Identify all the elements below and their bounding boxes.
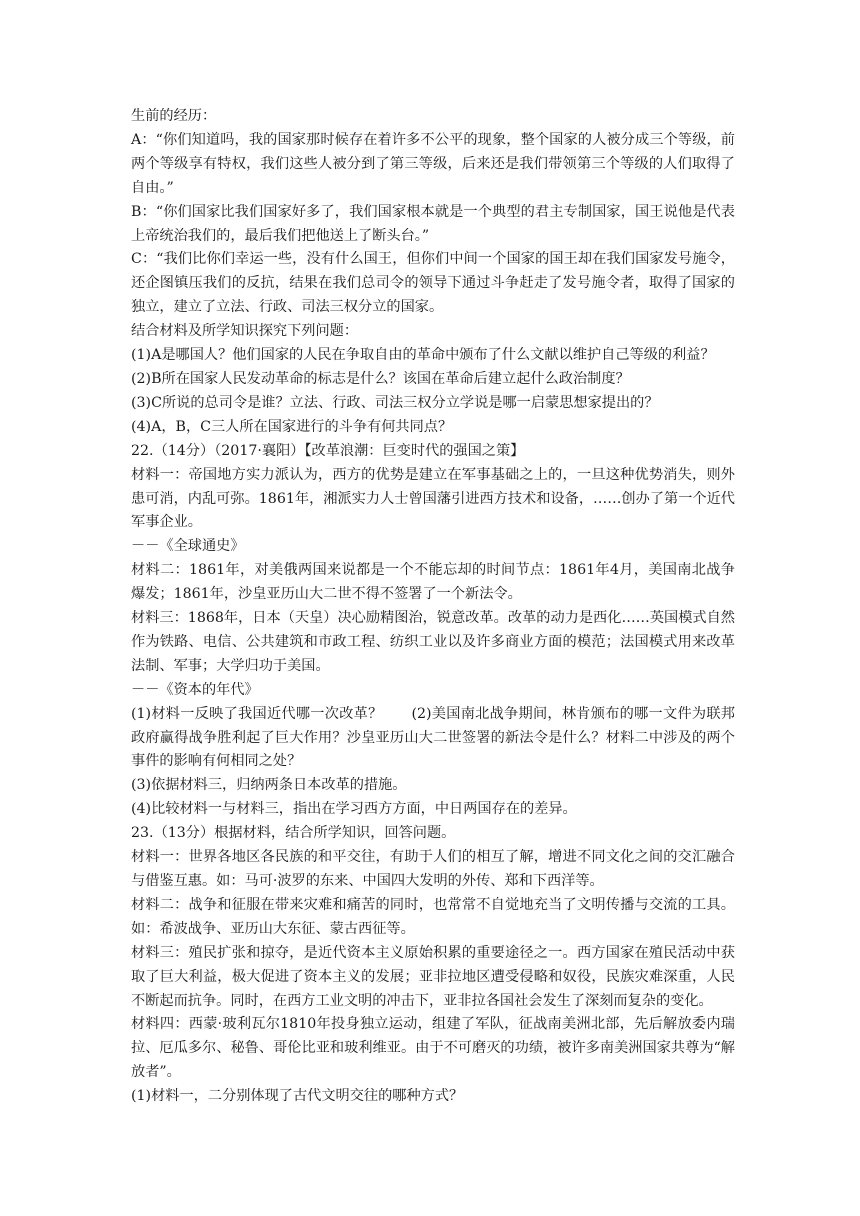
document-body <box>131 105 735 1109</box>
paragraph-speaker-a: A：“你们知道吗，我的国家那时候存在着许多不公平的现象，整个国家的人被分成三个等级，前两个等级享有特权，我们这些人被分到了第三等级，后来还是我们带领第三个等级的人们取得了自由。” <box>131 131 735 196</box>
question-22-source-2: －－《资本的年代》 <box>131 681 259 698</box>
question-23-heading: 23.（13分）根据材料，结合所学知识，回答问题。 <box>131 825 456 842</box>
question-21-2: (2)B所在国家人民发动革命的标志是什么？该国在革命后建立起什么政治制度？ <box>131 370 630 387</box>
question-23-material-3: 材料三：殖民扩张和掠夺，是近代资本主义原始积累的重要途径之一。西方国家在殖民活动中获取了巨大利益，极大促进了资本主义的发展；亚非拉地区遭受侵略和奴役，民族灾难深重，人民不断起而抗争。同时，在西方工业文明的冲击下，亚非拉各国社会发生了深刻而复杂的变化。 <box>131 944 735 1009</box>
question-23-material-1: 材料一：世界各地区各民族的和平交往，有助于人们的相互了解，增进不同文化之间的交汇融合与借鉴互惠。如：马可·波罗的东来、中国四大发明的外传、郑和下西洋等。 <box>131 849 735 889</box>
question-21-4: (4)A，B，C三人所在国家进行的斗争有何共同点？ <box>131 418 453 435</box>
question-22-3: (3)依据材料三，归纳两条日本改革的措施。 <box>131 777 407 794</box>
question-22-material-1: 材料一：帝国地方实力派认为，西方的优势是建立在军事基础之上的，一旦这种优势消失，则外患可消，内乱可弥。1861年，湘派实力人士曾国藩引进西方技术和设备，……创办了第一个近代军事企业。 <box>131 466 735 531</box>
paragraph-speaker-c: C：“我们比你们幸运一些，没有什么国王，但你们中间一个国家的国王却在我们国家发号施令，还企图镇压我们的反抗，结果在我们总司令的领导下通过斗争赶走了发号施令者，取得了国家的独立，建立了立法、行政、司法三权分立的国家。 <box>131 251 735 316</box>
question-23-material-4: 材料四：西蒙·玻利瓦尔1810年投身独立运动，组建了军队，征战南美洲北部，先后解放委内瑞拉、厄瓜多尔、秘鲁、哥伦比亚和玻利维亚。由于不可磨灭的功绩，被许多南美洲国家共尊为“解放者”。 <box>131 1016 735 1081</box>
paragraph-intro-continued: 生前的经历： <box>131 108 217 124</box>
paragraph-speaker-b: B：“你们国家比我们国家好多了，我们国家根本就是一个典型的君主专制国家，国王说他是代表上帝统治我们的，最后我们把他送上了断头台。” <box>131 203 735 244</box>
question-22-source-1: －－《全球通史》 <box>131 538 245 555</box>
question-21-1: (1)A是哪国人？他们国家的人民在争取自由的革命中颁布了什么文献以维护自己等级的利益？ <box>131 347 715 364</box>
question-22-heading: 22.（14分）（2017·襄阳）【改革浪潮：巨变时代的强国之策】 <box>131 442 525 459</box>
question-23-1: (1)材料一，二分别体现了古代文明交往的哪种方式？ <box>131 1088 464 1105</box>
question-22-1-2: (1)材料一反映了我国近代哪一次改革？ (2)美国南北战争期间，林肯颁布的哪一文件为联邦政府赢得战争胜利起了巨大作用？沙皇亚历山大二世签署的新法令是什么？材料二中涉及的两个事件的影响有何相同之处？ <box>131 705 735 770</box>
question-22-4: (4)比较材料一与材料三，指出在学习西方方面，中日两国存在的差异。 <box>131 801 577 818</box>
question-22-material-3: 材料三：1868年，日本（天皇）决心励精图治，锐意改革。改革的动力是西化……英国模式自然作为铁路、电信、公共建筑和市政工程、纺织工业以及许多商业方面的模范；法国模式用来改革法制、军事；大学归功于美国。 <box>131 610 735 674</box>
paragraph-instruction: 结合材料及所学知识探究下列问题： <box>131 323 359 340</box>
question-23-material-2: 材料二：战争和征服在带来灾难和痛苦的同时，也常常不自觉地充当了文明传播与交流的工具。如：希波战争、亚历山大东征、蒙古西征等。 <box>131 896 735 937</box>
question-22-material-2: 材料二：1861年，对美俄两国来说都是一个不能忘却的时间节点：1861年4月，美国南北战争爆发；1861年，沙皇亚历山大二世不得不签署了一个新法令。 <box>131 562 735 603</box>
question-21-3: (3)C所说的总司令是谁？立法、行政、司法三权分立学说是哪一启蒙思想家提出的？ <box>131 394 659 411</box>
